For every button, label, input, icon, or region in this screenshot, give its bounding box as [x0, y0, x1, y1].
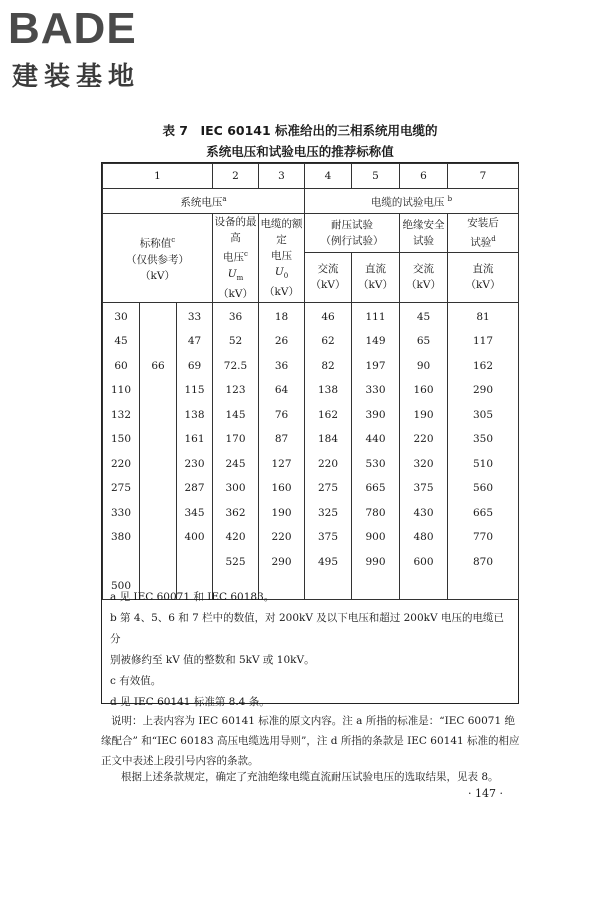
- note-a: a 见 IEC 60071 和 IEC 60183。: [110, 591, 275, 603]
- table-cell: 245: [225, 457, 246, 470]
- table-notes: [102, 584, 518, 713]
- table-cell: 990: [365, 555, 386, 568]
- table-cell: [140, 329, 176, 354]
- table-cell: 18: [274, 310, 289, 323]
- table-cell: 330: [110, 506, 132, 519]
- table-cell: 36: [228, 310, 243, 323]
- table-cell: 220: [317, 457, 339, 470]
- brand-subtitle: 建装基地: [12, 62, 141, 92]
- table-cell: 220: [110, 457, 132, 470]
- table-cell: 160: [271, 482, 292, 495]
- table-cell: 320: [413, 457, 434, 470]
- col-number-5: 5: [352, 164, 400, 189]
- table-cell: 780: [365, 506, 386, 519]
- withstand-dc-header: 直流 （kV）: [352, 252, 400, 302]
- table-cell: 138: [317, 384, 339, 397]
- table-cell: 510: [472, 457, 494, 470]
- voltage-table-frame: [101, 162, 519, 708]
- table-cell: 600: [413, 555, 434, 568]
- table-cell: 287: [184, 482, 205, 495]
- group-header-row: [103, 189, 519, 214]
- table-cell: 220: [271, 531, 292, 544]
- note-b-line2: 别被修约至 kV 值的整数和 5kV 或 10kV。: [110, 654, 315, 666]
- table-cell: 149: [365, 335, 386, 348]
- withstand-dc-column: [352, 302, 400, 599]
- table-cell: 170: [225, 433, 246, 446]
- table-cell: 45: [416, 310, 431, 323]
- table-cell: [177, 550, 212, 575]
- table-cell: [140, 378, 176, 403]
- conclusion-paragraph: 根据上述条款规定，确定了充油绝缘电缆直流耐压试验电压的选取结果，见表 8。: [121, 771, 499, 783]
- table-cell: 390: [365, 408, 386, 421]
- table-cell: 530: [365, 457, 386, 470]
- post-install-test-header: 安装后 试验$^d$: [448, 214, 519, 253]
- brand-logo: BADE: [8, 4, 137, 53]
- nominal-a-column: [103, 302, 140, 599]
- install-dc-header: 直流 （kV）: [448, 252, 519, 302]
- table-cell: 138: [184, 408, 205, 421]
- table-cell: 150: [110, 433, 132, 446]
- sub-header-row: [103, 214, 519, 253]
- table-cell: 90: [416, 359, 431, 372]
- table-cell: 184: [317, 433, 339, 446]
- rated-cable-voltage-header: 电缆的额定 电压 $U_0$ （kV）: [259, 214, 305, 303]
- explanation-paragraph: 说明：上表内容为 IEC 60141 标准的原文内容。注 a 所指的标准是：“IEC 60071 绝缘配合” 和“IEC 60183 高压电缆选用导则”，注 d 所指的条款是 IEC 60141 标准的相应正文中表述上段引号内容的条款。: [101, 715, 520, 767]
- col-number-1: 1: [103, 164, 213, 189]
- note-b-line1: b 第 4、5、6 和 7 栏中的数值，对 200kV 及以下电压和超过 200kV 电压的电缆已分: [110, 612, 504, 645]
- table-cell: 190: [413, 408, 434, 421]
- table-cell: 870: [472, 555, 494, 568]
- table-cell: 62: [321, 335, 335, 348]
- table-cell: 161: [184, 433, 205, 446]
- table-cell: 52: [228, 335, 243, 348]
- table-cell: 82: [321, 359, 335, 372]
- table-cell: 300: [225, 482, 246, 495]
- table-cell: 330: [365, 384, 386, 397]
- page-number: · 147 ·: [468, 787, 503, 800]
- column-number-row: [103, 164, 519, 189]
- table-cell: 560: [472, 482, 494, 495]
- table-cell: 87: [274, 433, 289, 446]
- table-cell: [140, 476, 176, 501]
- table-cell: 76: [274, 408, 289, 421]
- table-cell: 305: [472, 408, 494, 421]
- install-dc-column: [448, 302, 519, 599]
- table-cell: 375: [413, 482, 434, 495]
- table-cell: 66: [151, 359, 165, 372]
- table-cell: 47: [187, 335, 202, 348]
- table-cell: 145: [225, 408, 246, 421]
- nominal-c-column: [177, 302, 213, 599]
- nominal-voltage-header: 标称值$^c$ （仅供参考） （kV）: [103, 214, 213, 303]
- table-cell: 197: [365, 359, 386, 372]
- table-cell: 60: [114, 359, 128, 372]
- data-row: [103, 302, 519, 599]
- table-cell: 665: [365, 482, 386, 495]
- table-cell: 160: [413, 384, 434, 397]
- table-cell: 525: [225, 555, 246, 568]
- table-cell: [140, 501, 176, 526]
- table-cell: [140, 452, 176, 477]
- table-cell: 127: [271, 457, 292, 470]
- table-cell: 665: [472, 506, 494, 519]
- table-cell: 33: [187, 310, 202, 323]
- table-cell: 72.5: [223, 359, 248, 372]
- table-cell: 45: [114, 335, 128, 348]
- table-cell: 162: [317, 408, 339, 421]
- table-cell: 495: [317, 555, 339, 568]
- table-cell: 500: [110, 580, 132, 593]
- table-cell: 325: [317, 506, 339, 519]
- table-cell: 290: [271, 555, 292, 568]
- table-cell: 117: [472, 335, 494, 348]
- table-cell: 440: [365, 433, 386, 446]
- nominal-b-column: [140, 302, 177, 599]
- table-cell: 275: [110, 482, 132, 495]
- table-cell: 900: [365, 531, 386, 544]
- table-cell: [140, 550, 176, 575]
- table-cell: 375: [317, 531, 339, 544]
- table-cell: 65: [416, 335, 431, 348]
- table-cell: [103, 550, 139, 575]
- safety-ac-column: [400, 302, 448, 599]
- table-cell: 123: [225, 384, 246, 397]
- table-cell: [140, 427, 176, 452]
- col-number-6: 6: [400, 164, 448, 189]
- table-cell: 110: [110, 384, 132, 397]
- table-cell: 345: [184, 506, 205, 519]
- table-cell: 275: [317, 482, 339, 495]
- table-cell: 162: [472, 359, 494, 372]
- table-cell: 430: [413, 506, 434, 519]
- table-cell: 115: [184, 384, 205, 397]
- system-voltage-header: 系统电压$^a$: [103, 189, 305, 214]
- table-cell: 380: [110, 531, 132, 544]
- table-cell: 111: [365, 310, 386, 323]
- max-voltage-column: [213, 302, 259, 599]
- table-cell: [140, 403, 176, 428]
- table-cell: [140, 525, 176, 550]
- safety-ac-header: 交流 （kV）: [400, 252, 448, 302]
- table-cell: 290: [472, 384, 494, 397]
- table-cell: 770: [472, 531, 494, 544]
- table-cell: 480: [413, 531, 434, 544]
- col-number-4: 4: [305, 164, 352, 189]
- table-cell: 26: [274, 335, 289, 348]
- table-cell: 81: [476, 310, 490, 323]
- note-d: d 见 IEC 60141 标准第 8.4 条。: [110, 696, 270, 708]
- table-cell: [140, 305, 176, 330]
- withstand-ac-header: 交流 （kV）: [305, 252, 352, 302]
- table-cell: 69: [187, 359, 202, 372]
- withstand-test-header: 耐压试验 （例行试验）: [305, 214, 400, 253]
- table-cell: 190: [271, 506, 292, 519]
- table-cell: 220: [413, 433, 434, 446]
- table-cell: 64: [274, 384, 289, 397]
- insulation-safety-test-header: 绝缘安全 试验: [400, 214, 448, 253]
- note-c: c 有效值。: [110, 675, 162, 687]
- table-cell: 46: [321, 310, 335, 323]
- table-cell: 132: [110, 408, 132, 421]
- table-title-line2: 系统电压和试验电压的推荐标称值: [206, 144, 394, 159]
- test-voltage-header: 电缆的试验电压 $^b$: [305, 189, 519, 214]
- table-cell: 400: [184, 531, 205, 544]
- table-cell: 230: [184, 457, 205, 470]
- col-number-3: 3: [259, 164, 305, 189]
- table-cell: 36: [274, 359, 289, 372]
- max-equipment-voltage-header: 设备的最高 电压$^c$ $U_m$ （kV）: [213, 214, 259, 303]
- col-number-2: 2: [213, 164, 259, 189]
- table-cell: 362: [225, 506, 246, 519]
- table-cell: 420: [225, 531, 246, 544]
- table-cell: 350: [472, 433, 494, 446]
- table-cell: 30: [114, 310, 128, 323]
- col-number-7: 7: [448, 164, 519, 189]
- voltage-table: [102, 163, 519, 600]
- withstand-ac-column: [305, 302, 352, 599]
- table-title-line1: 表 7 IEC 60141 标准给出的三相系统用电缆的: [162, 123, 438, 138]
- rated-voltage-column: [259, 302, 305, 599]
